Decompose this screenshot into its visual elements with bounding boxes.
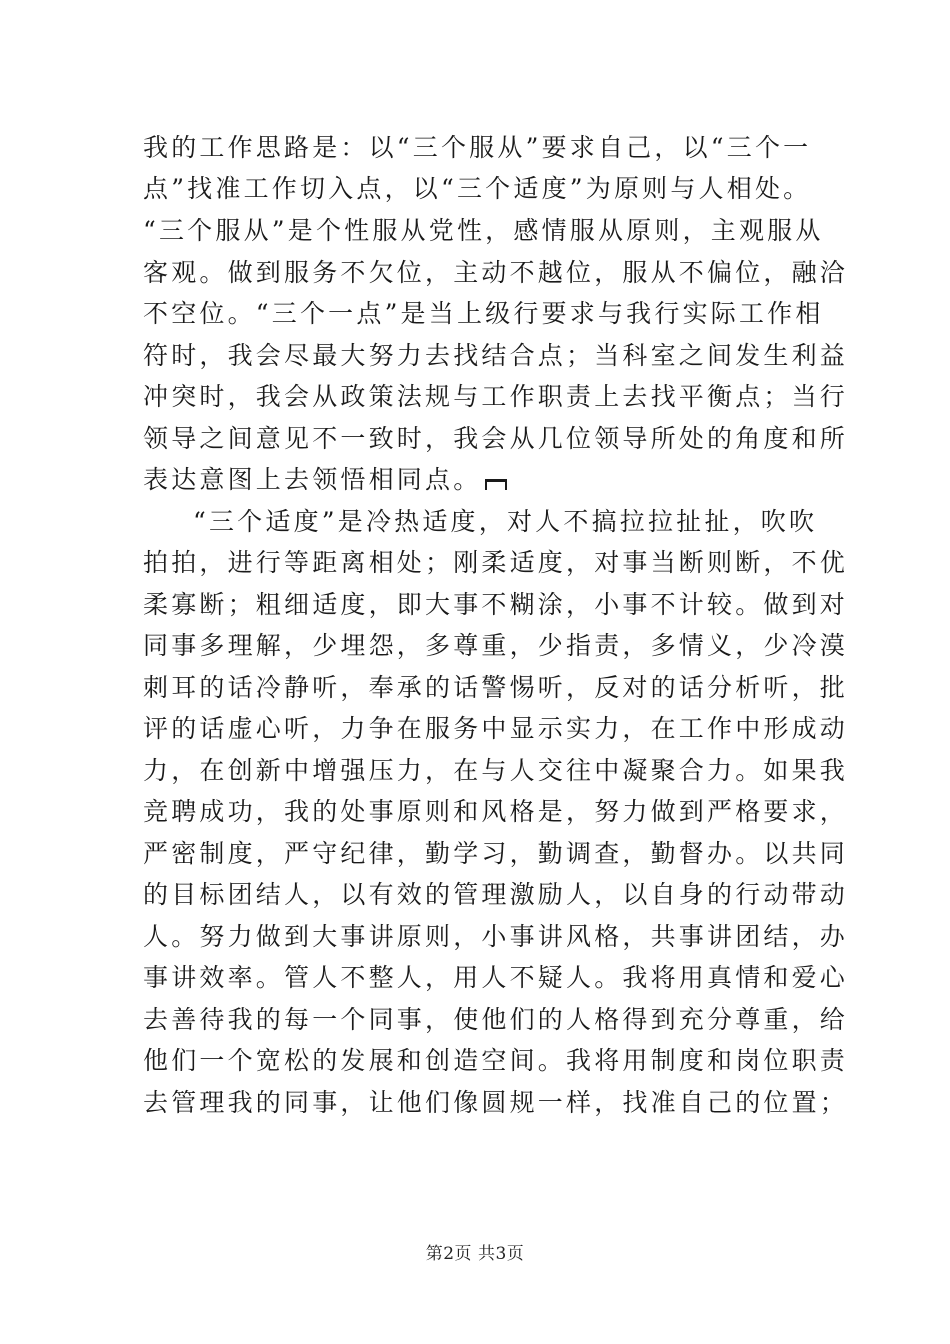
text-line: 点”找准工作切入点，以“三个适度”为原则与人相处。 — [143, 174, 812, 203]
text-line: 人。努力做到大事讲原则，小事讲风格，共事讲团结，办 — [143, 922, 849, 951]
text-line: 符时，我会尽最大努力去找结合点；当科室之间发生利益 — [143, 341, 849, 370]
text-line: 刺耳的话冷静听，奉承的话警惕听，反对的话分析听，批 — [143, 673, 849, 702]
text-line: 客观。做到服务不欠位，主动不越位，服从不偏位，融洽 — [143, 258, 849, 287]
text-line: 领导之间意见不一致时，我会从几位领导所处的角度和所 — [143, 424, 849, 453]
text-line: “三个服从”是个性服从党性，感情服从原则，主观服从 — [143, 216, 824, 245]
text-line — [143, 463, 823, 497]
text-line: 拍拍，进行等距离相处；刚柔适度，对事当断则断，不优 — [143, 548, 849, 577]
text-line: 去善待我的每一个同事，使他们的人格得到充分尊重，给 — [143, 1005, 849, 1034]
text-line: 他们一个宽松的发展和创造空间。我将用制度和岗位职责 — [143, 1046, 849, 1075]
text-line: 评的话虚心听，力争在服务中显示实力，在工作中形成动 — [143, 714, 849, 743]
text-line: 严密制度，严守纪律，勤学习，勤调查，勤督办。以共同 — [143, 839, 849, 868]
text-line: 我的工作思路是：以“三个服从”要求自己，以“三个一 — [143, 133, 812, 162]
text-line: 不空位。“三个一点”是当上级行要求与我行实际工作相 — [143, 299, 824, 328]
page-number-footer: 第2页 共3页 — [425, 1244, 525, 1264]
text-line: 竞聘成功，我的处事原则和风格是，努力做到严格要求， — [143, 797, 849, 826]
text-line: 事讲效率。管人不整人，用人不疑人。我将用真情和爱心 — [143, 963, 849, 992]
text-line: “三个适度”是冷热适度，对人不搞拉拉扯扯，吹吹 — [193, 507, 818, 536]
text-line: 力，在创新中增强压力，在与人交往中凝聚合力。如果我 — [143, 756, 849, 785]
text-line: 同事多理解，少埋怨，多尊重，少指责，多情义，少冷漠 — [143, 631, 849, 660]
stamp-mark-icon — [483, 478, 509, 490]
text-line-content: 表达意图上去领悟相同点。 — [143, 465, 482, 494]
text-line: 去管理我的同事，让他们像圆规一样，找准自己的位置； — [143, 1088, 849, 1117]
text-line: 柔寡断；粗细适度，即大事不糊涂，小事不计较。做到对 — [143, 590, 849, 619]
text-line: 的目标团结人，以有效的管理激励人，以自身的行动带动 — [143, 880, 849, 909]
text-line: 冲突时，我会从政策法规与工作职责上去找平衡点；当行 — [143, 382, 849, 411]
